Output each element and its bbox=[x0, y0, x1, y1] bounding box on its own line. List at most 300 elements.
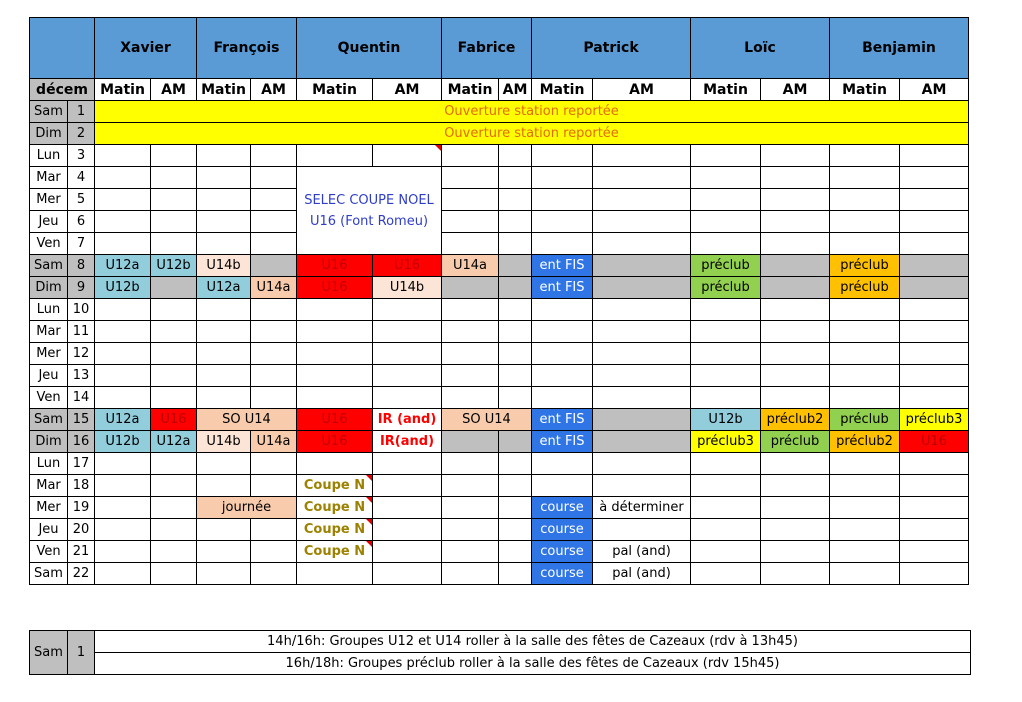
slot-cell bbox=[593, 233, 691, 255]
coach-header-quentin: Quentin bbox=[297, 18, 442, 79]
slot-cell bbox=[900, 321, 969, 343]
slot-cell bbox=[900, 387, 969, 409]
notes-day-of-week: Sam bbox=[30, 631, 68, 675]
slot-cell bbox=[373, 321, 442, 343]
slot-cell bbox=[95, 519, 151, 541]
slot-cell bbox=[151, 277, 197, 299]
slot-cell bbox=[95, 365, 151, 387]
slot-cell bbox=[251, 167, 297, 189]
slot-cell: SO U14 bbox=[197, 409, 297, 431]
slot-cell: course bbox=[532, 497, 593, 519]
slot-cell bbox=[499, 233, 532, 255]
day-of-week: Mer bbox=[30, 343, 68, 365]
slot-cell: U16 bbox=[373, 255, 442, 277]
slot-cell bbox=[593, 299, 691, 321]
slot-cell bbox=[691, 145, 761, 167]
matin-header: Matin bbox=[442, 79, 499, 101]
day-row bbox=[30, 211, 969, 233]
coach-header-patrick: Patrick bbox=[532, 18, 691, 79]
slot-cell: journée bbox=[197, 497, 297, 519]
slot-cell bbox=[593, 343, 691, 365]
slot-cell bbox=[691, 453, 761, 475]
slot-cell bbox=[532, 453, 593, 475]
slot-cell bbox=[900, 519, 969, 541]
month-label: décem bbox=[30, 79, 95, 101]
day-row bbox=[30, 233, 969, 255]
slot-cell bbox=[900, 475, 969, 497]
slot-cell: U12a bbox=[95, 255, 151, 277]
slot-cell bbox=[593, 453, 691, 475]
slot-cell: pal (and) bbox=[593, 563, 691, 585]
day-of-week: Ven bbox=[30, 541, 68, 563]
slot-cell bbox=[373, 475, 442, 497]
slot-cell bbox=[442, 145, 499, 167]
slot-cell bbox=[900, 189, 969, 211]
day-row bbox=[30, 255, 969, 277]
slot-cell bbox=[593, 145, 691, 167]
slot-cell: préclub bbox=[691, 277, 761, 299]
day-of-week: Sam bbox=[30, 255, 68, 277]
slot-cell bbox=[297, 365, 373, 387]
slot-cell bbox=[593, 277, 691, 299]
slot-cell bbox=[197, 453, 251, 475]
slot-cell bbox=[900, 563, 969, 585]
slot-cell bbox=[593, 519, 691, 541]
slot-cell bbox=[830, 453, 900, 475]
day-number: 1 bbox=[68, 101, 95, 123]
day-of-week: Mer bbox=[30, 189, 68, 211]
slot-cell bbox=[442, 167, 499, 189]
slot-cell bbox=[499, 321, 532, 343]
slot-cell bbox=[900, 255, 969, 277]
slot-cell bbox=[900, 497, 969, 519]
schedule-table bbox=[29, 17, 969, 585]
slot-cell bbox=[197, 387, 251, 409]
slot-cell bbox=[499, 453, 532, 475]
subheader-row bbox=[30, 79, 969, 101]
slot-cell bbox=[251, 563, 297, 585]
slot-cell: U14b bbox=[197, 255, 251, 277]
slot-cell bbox=[251, 255, 297, 277]
slot-cell bbox=[499, 145, 532, 167]
slot-cell bbox=[251, 299, 297, 321]
slot-cell bbox=[197, 321, 251, 343]
note-line-1: 14h/16h: Groupes U12 et U14 roller à la salle des fêtes de Cazeaux (rdv à 13h45) bbox=[95, 631, 971, 653]
slot-cell bbox=[761, 233, 830, 255]
matin-header: Matin bbox=[691, 79, 761, 101]
slot-cell bbox=[251, 211, 297, 233]
day-of-week: Mer bbox=[30, 497, 68, 519]
day-row bbox=[30, 277, 969, 299]
notes-row bbox=[30, 653, 971, 675]
slot-cell: U12a bbox=[151, 431, 197, 453]
slot-cell bbox=[900, 167, 969, 189]
slot-cell bbox=[373, 563, 442, 585]
slot-cell bbox=[761, 563, 830, 585]
slot-cell bbox=[373, 453, 442, 475]
am-header: AM bbox=[373, 79, 442, 101]
day-number: 20 bbox=[68, 519, 95, 541]
slot-cell bbox=[761, 519, 830, 541]
day-number: 7 bbox=[68, 233, 95, 255]
slot-cell: préclub3 bbox=[691, 431, 761, 453]
day-row bbox=[30, 365, 969, 387]
slot-cell bbox=[442, 519, 499, 541]
day-number: 6 bbox=[68, 211, 95, 233]
day-row bbox=[30, 475, 969, 497]
slot-cell: Coupe N bbox=[297, 475, 373, 497]
slot-cell bbox=[95, 563, 151, 585]
day-row bbox=[30, 563, 969, 585]
slot-cell bbox=[197, 145, 251, 167]
day-row bbox=[30, 145, 969, 167]
slot-cell bbox=[151, 321, 197, 343]
selec-line-1: SELEC COUPE NOEL bbox=[304, 192, 434, 208]
slot-cell bbox=[499, 541, 532, 563]
slot-cell bbox=[151, 343, 197, 365]
slot-cell bbox=[830, 189, 900, 211]
slot-cell bbox=[373, 497, 442, 519]
slot-cell bbox=[197, 299, 251, 321]
slot-cell bbox=[151, 563, 197, 585]
day-of-week: Dim bbox=[30, 123, 68, 145]
slot-cell bbox=[251, 233, 297, 255]
slot-cell bbox=[197, 541, 251, 563]
slot-cell bbox=[251, 453, 297, 475]
slot-cell: préclub bbox=[761, 431, 830, 453]
day-number: 16 bbox=[68, 431, 95, 453]
slot-cell bbox=[691, 343, 761, 365]
day-number: 21 bbox=[68, 541, 95, 563]
matin-header: Matin bbox=[830, 79, 900, 101]
slot-cell bbox=[442, 277, 499, 299]
slot-cell bbox=[95, 189, 151, 211]
slot-cell bbox=[499, 167, 532, 189]
slot-cell bbox=[532, 365, 593, 387]
slot-cell bbox=[95, 343, 151, 365]
slot-cell bbox=[499, 189, 532, 211]
slot-cell bbox=[251, 475, 297, 497]
slot-cell: U16 bbox=[900, 431, 969, 453]
day-row bbox=[30, 123, 969, 145]
slot-cell: U14a bbox=[442, 255, 499, 277]
am-header: AM bbox=[151, 79, 197, 101]
slot-cell bbox=[297, 563, 373, 585]
slot-cell bbox=[442, 189, 499, 211]
slot-cell bbox=[499, 211, 532, 233]
slot-cell: Coupe N bbox=[297, 497, 373, 519]
slot-cell bbox=[761, 475, 830, 497]
slot-cell bbox=[442, 431, 499, 453]
coach-header-francois: François bbox=[197, 18, 297, 79]
slot-cell bbox=[442, 233, 499, 255]
day-of-week: Mar bbox=[30, 475, 68, 497]
day-number: 17 bbox=[68, 453, 95, 475]
slot-cell bbox=[593, 387, 691, 409]
slot-cell bbox=[442, 321, 499, 343]
slot-cell bbox=[197, 519, 251, 541]
slot-cell bbox=[691, 233, 761, 255]
slot-cell bbox=[373, 519, 442, 541]
slot-cell bbox=[197, 189, 251, 211]
slot-cell bbox=[95, 299, 151, 321]
slot-cell bbox=[691, 387, 761, 409]
slot-cell bbox=[197, 211, 251, 233]
matin-header: Matin bbox=[532, 79, 593, 101]
coach-header-xavier: Xavier bbox=[95, 18, 197, 79]
matin-header: Matin bbox=[297, 79, 373, 101]
am-header: AM bbox=[499, 79, 532, 101]
slot-cell bbox=[830, 167, 900, 189]
slot-cell bbox=[691, 497, 761, 519]
corner-cell bbox=[30, 18, 95, 79]
slot-cell bbox=[900, 299, 969, 321]
slot-cell bbox=[593, 365, 691, 387]
slot-cell bbox=[95, 497, 151, 519]
slot-cell bbox=[691, 519, 761, 541]
slot-cell bbox=[297, 299, 373, 321]
am-header: AM bbox=[761, 79, 830, 101]
day-number: 2 bbox=[68, 123, 95, 145]
slot-cell bbox=[593, 211, 691, 233]
slot-cell bbox=[593, 409, 691, 431]
slot-cell bbox=[151, 453, 197, 475]
slot-cell bbox=[151, 145, 197, 167]
day-of-week: Dim bbox=[30, 277, 68, 299]
station-banner: Ouverture station reportée bbox=[95, 101, 969, 123]
slot-cell: ent FIS bbox=[532, 277, 593, 299]
slot-cell: course bbox=[532, 563, 593, 585]
slot-cell bbox=[373, 343, 442, 365]
slot-cell bbox=[761, 255, 830, 277]
slot-cell bbox=[830, 233, 900, 255]
slot-cell: U14b bbox=[197, 431, 251, 453]
day-number: 8 bbox=[68, 255, 95, 277]
slot-cell bbox=[297, 321, 373, 343]
notes-table bbox=[29, 630, 971, 675]
slot-cell bbox=[373, 365, 442, 387]
slot-cell bbox=[900, 145, 969, 167]
slot-cell bbox=[761, 365, 830, 387]
slot-cell bbox=[830, 563, 900, 585]
slot-cell bbox=[442, 563, 499, 585]
slot-cell bbox=[197, 563, 251, 585]
slot-cell bbox=[151, 365, 197, 387]
slot-cell: U16 bbox=[297, 277, 373, 299]
slot-cell bbox=[761, 299, 830, 321]
slot-cell bbox=[197, 167, 251, 189]
slot-cell: préclub2 bbox=[830, 431, 900, 453]
day-number: 9 bbox=[68, 277, 95, 299]
day-number: 10 bbox=[68, 299, 95, 321]
slot-cell bbox=[95, 233, 151, 255]
am-header: AM bbox=[251, 79, 297, 101]
selec-coupe-noel-event bbox=[297, 167, 442, 255]
slot-cell bbox=[900, 277, 969, 299]
slot-cell bbox=[251, 145, 297, 167]
slot-cell: course bbox=[532, 519, 593, 541]
slot-cell bbox=[593, 255, 691, 277]
slot-cell bbox=[297, 387, 373, 409]
slot-cell bbox=[830, 321, 900, 343]
coach-header-loic: Loïc bbox=[691, 18, 830, 79]
day-row bbox=[30, 167, 969, 189]
slot-cell: U12b bbox=[691, 409, 761, 431]
day-number: 15 bbox=[68, 409, 95, 431]
slot-cell: à déterminer bbox=[593, 497, 691, 519]
slot-cell: U12a bbox=[95, 409, 151, 431]
slot-cell bbox=[761, 343, 830, 365]
slot-cell bbox=[691, 475, 761, 497]
coach-header-fabrice: Fabrice bbox=[442, 18, 532, 79]
slot-cell: SO U14 bbox=[442, 409, 532, 431]
day-number: 5 bbox=[68, 189, 95, 211]
slot-cell: préclub bbox=[691, 255, 761, 277]
slot-cell bbox=[593, 167, 691, 189]
slot-cell bbox=[830, 365, 900, 387]
slot-cell bbox=[151, 497, 197, 519]
am-header: AM bbox=[900, 79, 969, 101]
slot-cell bbox=[691, 189, 761, 211]
slot-cell bbox=[593, 431, 691, 453]
slot-cell bbox=[900, 211, 969, 233]
slot-cell bbox=[499, 563, 532, 585]
slot-cell bbox=[830, 299, 900, 321]
slot-cell bbox=[532, 189, 593, 211]
slot-cell bbox=[761, 321, 830, 343]
slot-cell: U16 bbox=[297, 409, 373, 431]
day-number: 22 bbox=[68, 563, 95, 585]
day-row bbox=[30, 497, 969, 519]
day-of-week: Lun bbox=[30, 145, 68, 167]
notes-day-number: 1 bbox=[68, 631, 95, 675]
slot-cell bbox=[532, 299, 593, 321]
matin-header: Matin bbox=[197, 79, 251, 101]
day-of-week: Lun bbox=[30, 453, 68, 475]
slot-cell bbox=[373, 541, 442, 563]
slot-cell bbox=[442, 475, 499, 497]
slot-cell: U14a bbox=[251, 277, 297, 299]
day-row bbox=[30, 541, 969, 563]
slot-cell bbox=[499, 497, 532, 519]
day-row bbox=[30, 101, 969, 123]
slot-cell bbox=[532, 233, 593, 255]
slot-cell bbox=[442, 497, 499, 519]
day-row bbox=[30, 189, 969, 211]
slot-cell bbox=[499, 255, 532, 277]
day-of-week: Sam bbox=[30, 409, 68, 431]
slot-cell bbox=[251, 541, 297, 563]
slot-cell bbox=[197, 365, 251, 387]
day-number: 3 bbox=[68, 145, 95, 167]
day-of-week: Ven bbox=[30, 233, 68, 255]
day-of-week: Jeu bbox=[30, 365, 68, 387]
slot-cell bbox=[442, 343, 499, 365]
slot-cell: U16 bbox=[151, 409, 197, 431]
slot-cell bbox=[830, 211, 900, 233]
slot-cell bbox=[761, 167, 830, 189]
slot-cell: Coupe N bbox=[297, 519, 373, 541]
slot-cell bbox=[151, 211, 197, 233]
slot-cell bbox=[197, 233, 251, 255]
slot-cell bbox=[499, 431, 532, 453]
slot-cell bbox=[95, 167, 151, 189]
slot-cell bbox=[830, 519, 900, 541]
slot-cell bbox=[761, 277, 830, 299]
slot-cell bbox=[691, 211, 761, 233]
day-of-week: Mar bbox=[30, 321, 68, 343]
slot-cell bbox=[297, 453, 373, 475]
slot-cell bbox=[442, 387, 499, 409]
slot-cell bbox=[691, 299, 761, 321]
slot-cell bbox=[442, 365, 499, 387]
slot-cell bbox=[442, 299, 499, 321]
slot-cell bbox=[251, 387, 297, 409]
selec-line-2: U16 (Font Romeu) bbox=[309, 213, 429, 229]
slot-cell bbox=[151, 299, 197, 321]
day-of-week: Ven bbox=[30, 387, 68, 409]
slot-cell: préclub2 bbox=[761, 409, 830, 431]
slot-cell: préclub3 bbox=[900, 409, 969, 431]
day-number: 19 bbox=[68, 497, 95, 519]
slot-cell: ent FIS bbox=[532, 255, 593, 277]
slot-cell: U14a bbox=[251, 431, 297, 453]
slot-cell bbox=[499, 475, 532, 497]
day-row bbox=[30, 321, 969, 343]
slot-cell bbox=[95, 211, 151, 233]
day-number: 14 bbox=[68, 387, 95, 409]
slot-cell: préclub bbox=[830, 255, 900, 277]
slot-cell bbox=[251, 365, 297, 387]
slot-cell bbox=[532, 343, 593, 365]
slot-cell: IR(and) bbox=[373, 431, 442, 453]
note-line-2: 16h/18h: Groupes préclub roller à la salle des fêtes de Cazeaux (rdv 15h45) bbox=[95, 653, 971, 675]
slot-cell: U12b bbox=[95, 277, 151, 299]
slot-cell bbox=[95, 453, 151, 475]
slot-cell bbox=[95, 475, 151, 497]
slot-cell bbox=[499, 343, 532, 365]
day-number: 11 bbox=[68, 321, 95, 343]
slot-cell: U16 bbox=[297, 431, 373, 453]
slot-cell bbox=[373, 299, 442, 321]
slot-cell bbox=[442, 541, 499, 563]
slot-cell bbox=[95, 541, 151, 563]
am-header: AM bbox=[593, 79, 691, 101]
slot-cell: U16 bbox=[297, 255, 373, 277]
matin-header: Matin bbox=[95, 79, 151, 101]
slot-cell bbox=[900, 365, 969, 387]
slot-cell bbox=[197, 475, 251, 497]
slot-cell: U14b bbox=[373, 277, 442, 299]
day-of-week: Sam bbox=[30, 101, 68, 123]
slot-cell bbox=[151, 541, 197, 563]
slot-cell bbox=[761, 189, 830, 211]
slot-cell: préclub bbox=[830, 277, 900, 299]
slot-cell bbox=[95, 145, 151, 167]
slot-cell: Coupe N bbox=[297, 541, 373, 563]
day-row bbox=[30, 519, 969, 541]
slot-cell bbox=[151, 387, 197, 409]
slot-cell bbox=[151, 233, 197, 255]
slot-cell bbox=[900, 343, 969, 365]
slot-cell: U12b bbox=[151, 255, 197, 277]
coach-header-benjamin: Benjamin bbox=[830, 18, 969, 79]
day-row bbox=[30, 343, 969, 365]
day-of-week: Mar bbox=[30, 167, 68, 189]
slot-cell: U12a bbox=[197, 277, 251, 299]
slot-cell bbox=[830, 497, 900, 519]
slot-cell bbox=[900, 453, 969, 475]
